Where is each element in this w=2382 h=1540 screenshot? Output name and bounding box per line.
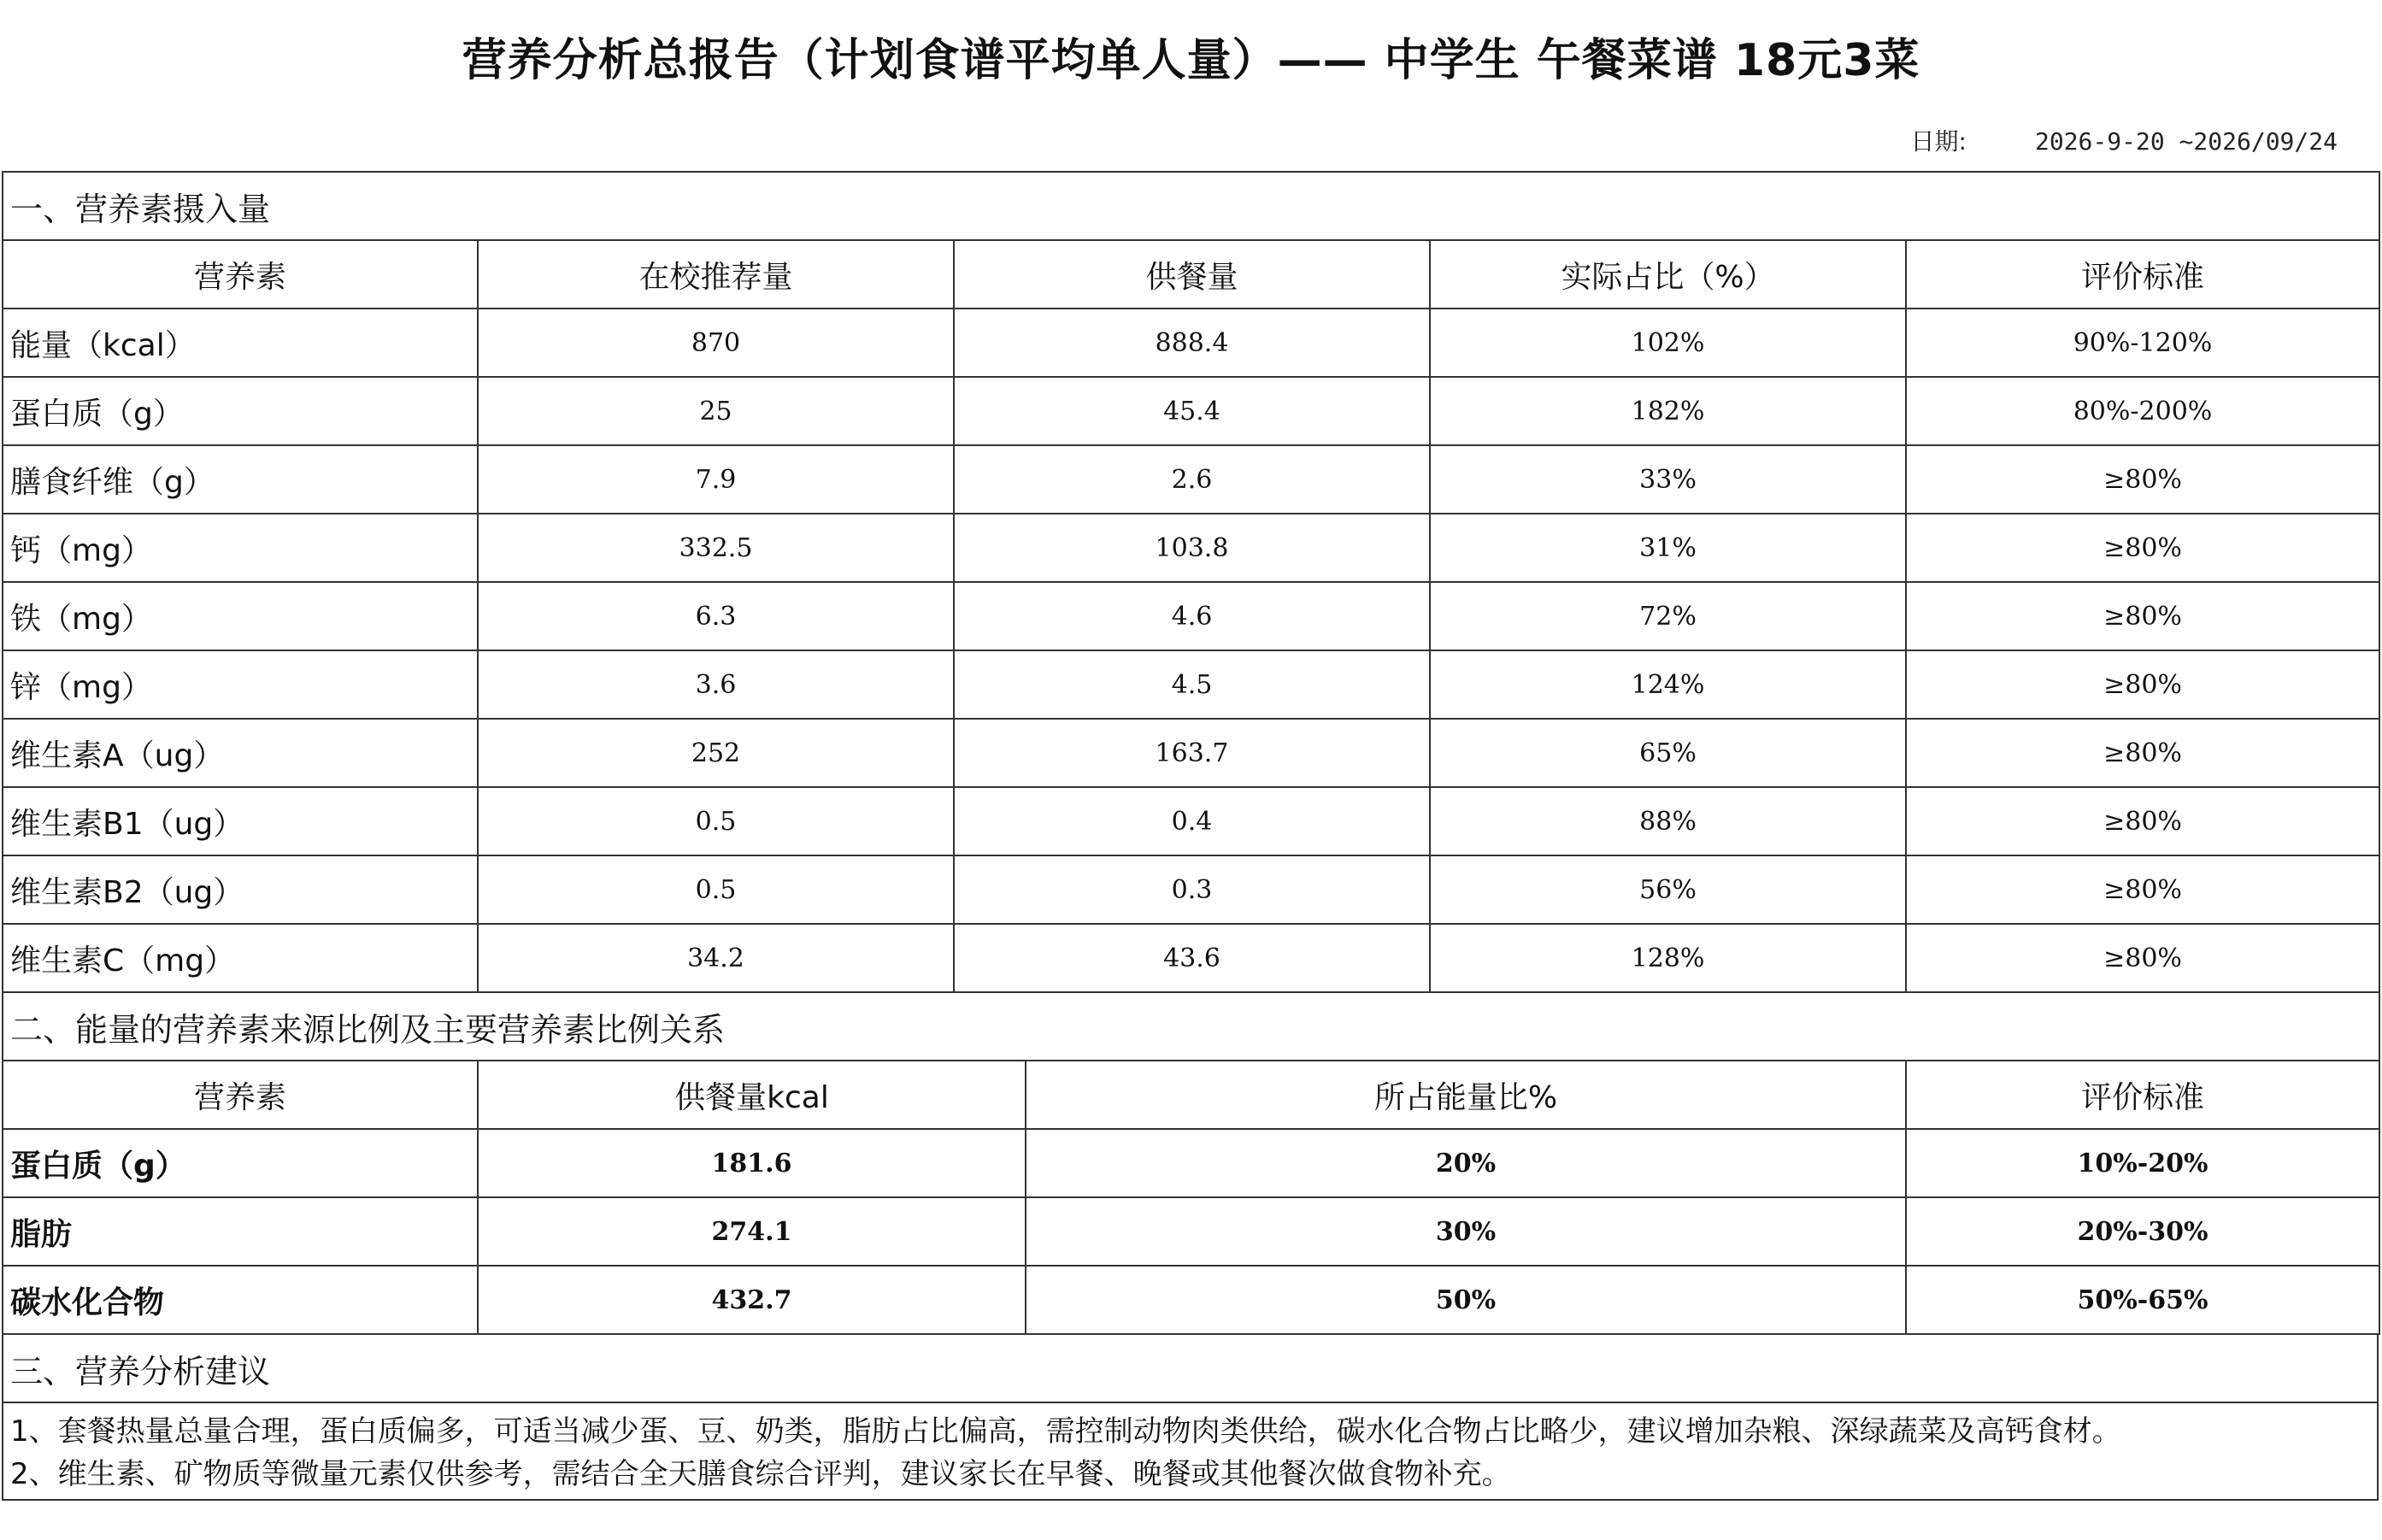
recommended-value: 25	[478, 377, 954, 445]
table-row	[3, 1266, 2379, 1334]
nutrient-name: 蛋白质（g）	[3, 1129, 478, 1197]
section3-heading: 三、营养分析建议	[3, 1334, 2378, 1402]
supplied-value: 0.3	[954, 855, 1430, 924]
supplied-value: 4.5	[954, 650, 1430, 719]
date-value: 2026-9-20 ~2026/09/24	[2034, 127, 2338, 156]
nutrient-name: 膳食纤维（g）	[3, 445, 478, 514]
table-row	[3, 309, 2379, 377]
date-row	[1911, 123, 2338, 157]
advice-notes	[3, 1402, 2378, 1500]
standard-value: 90%-120%	[1906, 309, 2379, 377]
standard-value: ≥80%	[1906, 719, 2379, 787]
supplied-value: 4.6	[954, 582, 1430, 650]
recommended-value: 252	[478, 719, 954, 787]
kcal-value: 181.6	[478, 1129, 1026, 1197]
col-header-supplied: 供餐量	[954, 240, 1430, 309]
nutrient-name: 维生素C（mg）	[3, 924, 478, 992]
standard-value: ≥80%	[1906, 445, 2379, 514]
section2-heading: 二、能量的营养素来源比例及主要营养素比例关系	[3, 992, 2379, 1061]
date-label: 日期:	[1910, 127, 1967, 156]
nutrient-name: 能量（kcal）	[3, 309, 478, 377]
table-row	[3, 787, 2379, 855]
ratio-value: 102%	[1430, 309, 1906, 377]
recommended-value: 332.5	[478, 514, 954, 582]
report-title: 营养分析总报告（计划食谱平均单人量）—— 中学生 午餐菜谱 18元3菜	[462, 35, 1920, 86]
energy-ratio-value: 30%	[1026, 1197, 1906, 1266]
recommended-value: 0.5	[478, 787, 954, 855]
col-header-recommended: 在校推荐量	[478, 240, 954, 309]
standard-value: ≥80%	[1906, 650, 2379, 719]
nutrient-name: 钙（mg）	[3, 514, 478, 582]
energy-ratio-value: 20%	[1026, 1129, 1906, 1197]
supplied-value: 0.4	[954, 787, 1430, 855]
advice-note-2: 2、维生素、矿物质等微量元素仅供参考，需结合全天膳食综合评判，建议家长在早餐、晚餐或其他餐次做食物补充。	[10, 1457, 1511, 1491]
kcal-value: 274.1	[478, 1197, 1026, 1266]
table-row	[3, 377, 2379, 445]
recommended-value: 3.6	[478, 650, 954, 719]
standard-value: ≥80%	[1906, 855, 2379, 924]
supplied-value: 45.4	[954, 377, 1430, 445]
nutrient-intake-table	[2, 171, 2380, 993]
standard-value: ≥80%	[1906, 787, 2379, 855]
standard-value: ≥80%	[1906, 514, 2379, 582]
col-header-standard: 评价标准	[1906, 240, 2379, 309]
ratio-value: 56%	[1430, 855, 1906, 924]
advice-note-1: 1、套餐热量总量合理，蛋白质偏多，可适当减少蛋、豆、奶类，脂肪占比偏高，需控制动物肉类供给，碳水化合物占比略少，建议增加杂粮、深绿蔬菜及高钙食材。	[10, 1414, 2121, 1449]
table-row	[3, 719, 2379, 787]
nutrient-name: 锌（mg）	[3, 650, 478, 719]
col-header-standard: 评价标准	[1906, 1061, 2379, 1129]
advice-table	[2, 1333, 2379, 1501]
recommended-value: 0.5	[478, 855, 954, 924]
ratio-value: 124%	[1430, 650, 1906, 719]
table-row	[3, 924, 2379, 992]
nutrient-name: 脂肪	[3, 1197, 478, 1266]
col-header-ratio: 实际占比（%）	[1430, 240, 1906, 309]
ratio-value: 128%	[1430, 924, 1906, 992]
ratio-value: 72%	[1430, 582, 1906, 650]
table-row	[3, 1197, 2379, 1266]
section1-heading: 一、营养素摄入量	[3, 172, 2379, 240]
supplied-value: 103.8	[954, 514, 1430, 582]
recommended-value: 870	[478, 309, 954, 377]
recommended-value: 34.2	[478, 924, 954, 992]
nutrient-name: 碳水化合物	[3, 1266, 478, 1334]
standard-value: ≥80%	[1906, 924, 2379, 992]
kcal-value: 432.7	[478, 1266, 1026, 1334]
supplied-value: 2.6	[954, 445, 1430, 514]
supplied-value: 43.6	[954, 924, 1430, 992]
table-row	[3, 650, 2379, 719]
standard-value: 80%-200%	[1906, 377, 2379, 445]
recommended-value: 6.3	[478, 582, 954, 650]
standard-value: 20%-30%	[1906, 1197, 2379, 1266]
table-row	[3, 582, 2379, 650]
recommended-value: 7.9	[478, 445, 954, 514]
col-header-nutrient: 营养素	[3, 240, 478, 309]
ratio-value: 65%	[1430, 719, 1906, 787]
energy-source-table	[2, 991, 2380, 1335]
supplied-value: 888.4	[954, 309, 1430, 377]
col-header-nutrient: 营养素	[3, 1061, 478, 1129]
nutrient-name: 维生素B2（ug）	[3, 855, 478, 924]
table-row	[3, 855, 2379, 924]
col-header-energy-ratio: 所占能量比%	[1026, 1061, 1906, 1129]
nutrient-name: 维生素B1（ug）	[3, 787, 478, 855]
standard-value: 10%-20%	[1906, 1129, 2379, 1197]
ratio-value: 182%	[1430, 377, 1906, 445]
energy-ratio-value: 50%	[1026, 1266, 1906, 1334]
nutrient-name: 维生素A（ug）	[3, 719, 478, 787]
ratio-value: 88%	[1430, 787, 1906, 855]
table-row	[3, 1129, 2379, 1197]
standard-value: 50%-65%	[1906, 1266, 2379, 1334]
table-row	[3, 445, 2379, 514]
table-row	[3, 514, 2379, 582]
supplied-value: 163.7	[954, 719, 1430, 787]
nutrient-name: 铁（mg）	[3, 582, 478, 650]
col-header-kcal: 供餐量kcal	[478, 1061, 1026, 1129]
nutrient-name: 蛋白质（g）	[3, 377, 478, 445]
ratio-value: 33%	[1430, 445, 1906, 514]
standard-value: ≥80%	[1906, 582, 2379, 650]
ratio-value: 31%	[1430, 514, 1906, 582]
